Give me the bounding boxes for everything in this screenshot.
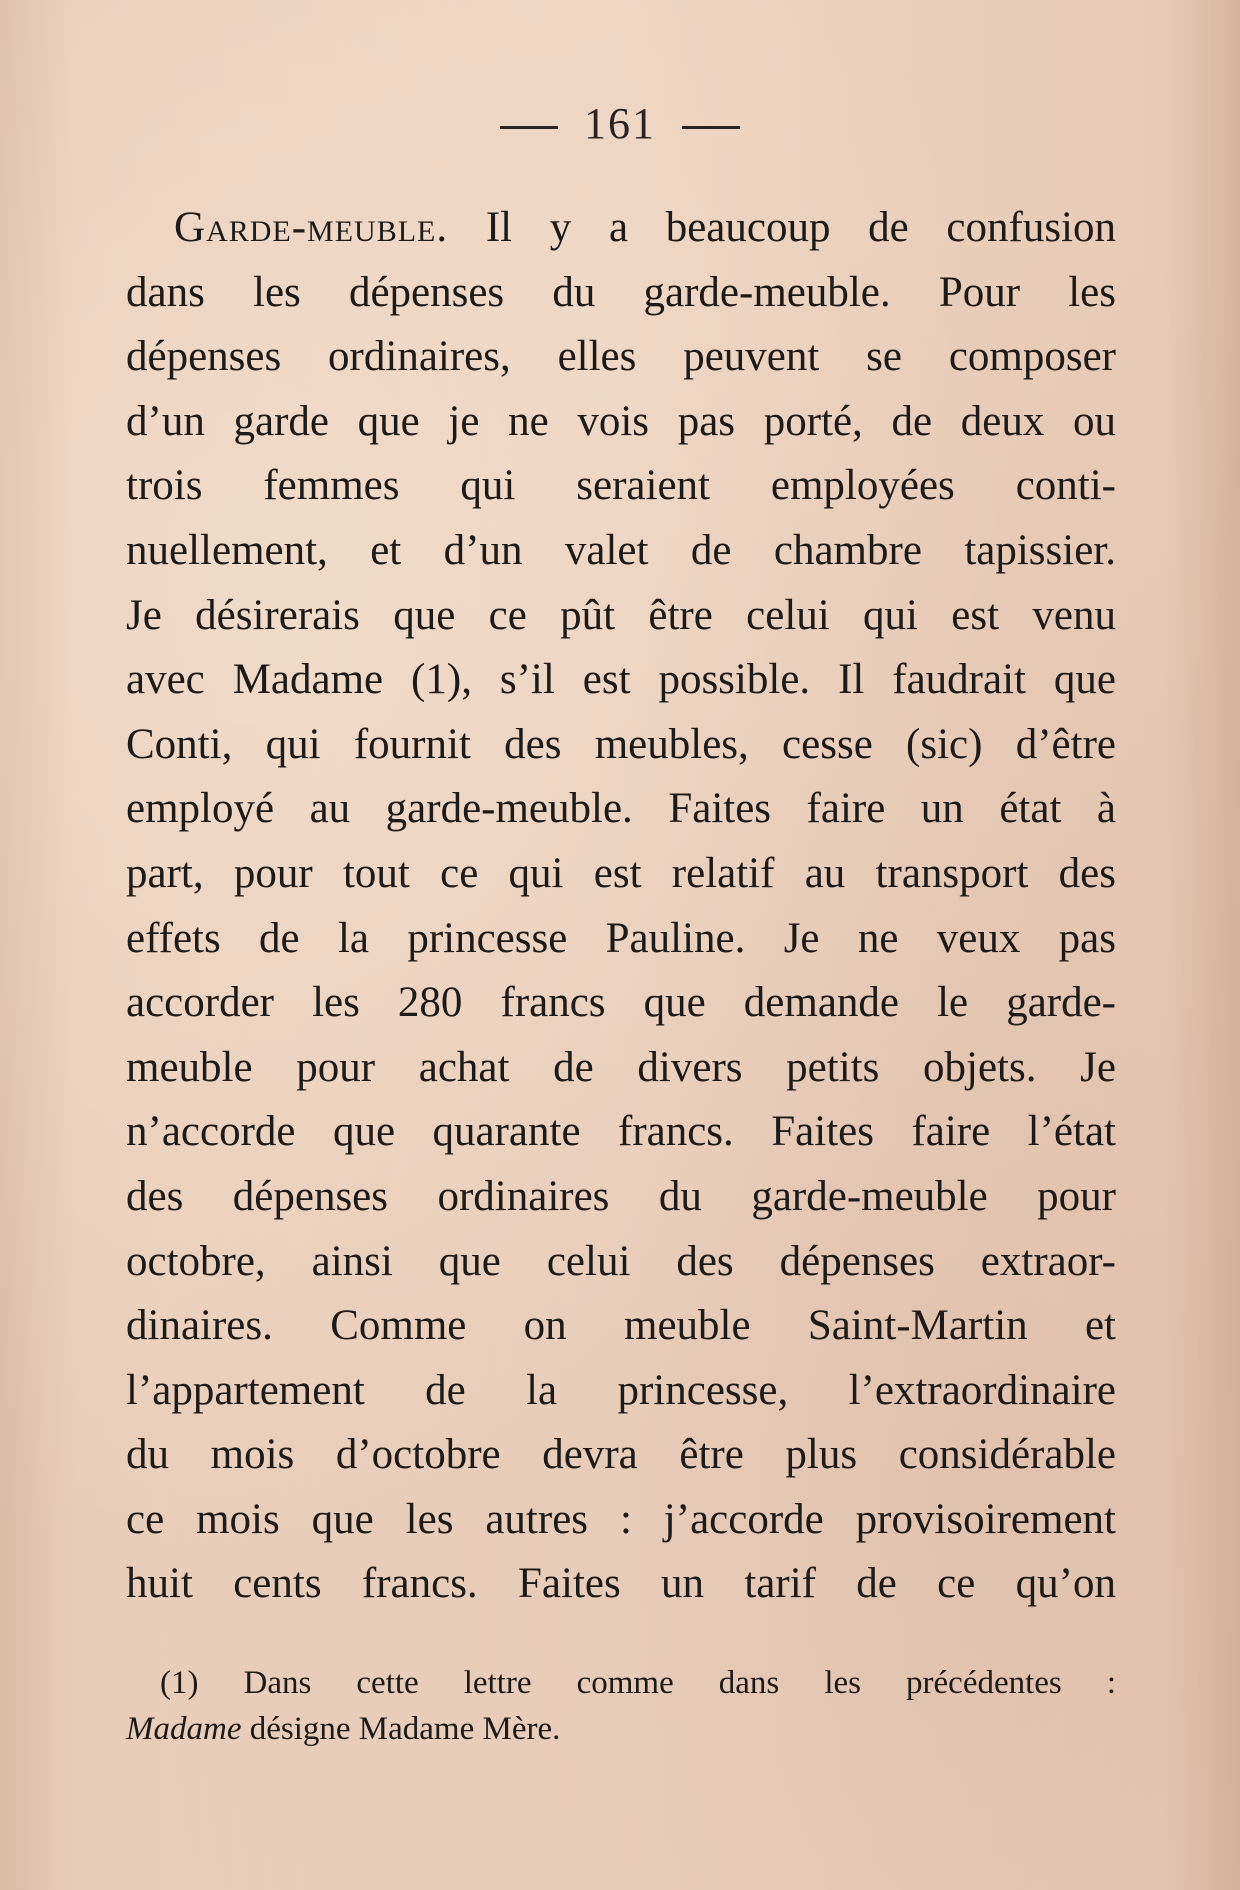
text-line: employé au garde-meuble. Faites faire un état à <box>126 785 1116 833</box>
text-line: octobre, ainsi que celui des dépenses extraor- <box>126 1237 1116 1285</box>
text-line: effets de la princesse Pauline. Je ne veux pas <box>126 914 1116 962</box>
main-text <box>126 196 1116 1617</box>
text-line: huit cents francs. Faites un tarif de ce qu’on <box>126 1560 1116 1608</box>
section-heading: Garde-meuble. <box>174 204 449 251</box>
text-line-1-rest: Il y a beaucoup de confusion <box>485 204 1117 251</box>
footnote-line-1: (1) Dans cette lettre comme dans les précédentes : <box>160 1665 1116 1701</box>
footnote-line-2-rest: désigne Madame Mère. <box>241 1711 561 1747</box>
text-line: ce mois que les autres : j’accorde provisoirement <box>126 1495 1116 1543</box>
text-line: trois femmes qui seraient employées conti- <box>126 462 1116 510</box>
text-line: dinaires. Comme on meuble Saint-Martin et <box>126 1302 1116 1350</box>
text-line: meuble pour achat de divers petits objets. Je <box>126 1043 1116 1091</box>
text-line: dépenses ordinaires, elles peuvent se composer <box>126 333 1116 381</box>
text-line: Conti, qui fournit des meubles, cesse (sic) d’être <box>126 720 1116 768</box>
text-line: Je désirerais que ce pût être celui qui est venu <box>126 591 1116 639</box>
text-line-1 <box>126 196 1116 261</box>
text-line: du mois d’octobre devra être plus considérable <box>126 1431 1116 1479</box>
page-number-dash-left <box>500 126 558 129</box>
text-line: accorder les 280 francs que demande le garde- <box>126 979 1116 1027</box>
footnote-line-2 <box>126 1706 1116 1752</box>
text-line: dans les dépenses du garde-meuble. Pour les <box>126 268 1116 316</box>
page-number <box>0 98 1240 149</box>
text-line: avec Madame (1), s’il est possible. Il faudrait que <box>126 656 1116 704</box>
text-line: part, pour tout ce qui est relatif au transport des <box>126 849 1116 897</box>
footnote <box>126 1660 1116 1752</box>
page-number-dash-right <box>682 126 740 129</box>
text-line: d’un garde que je ne vois pas porté, de deux ou <box>126 397 1116 445</box>
text-line: l’appartement de la princesse, l’extraordinaire <box>126 1366 1116 1414</box>
text-line: des dépenses ordinaires du garde-meuble pour <box>126 1172 1116 1220</box>
footnote-italic-term: Madame <box>126 1711 242 1747</box>
text-line: nuellement, et d’un valet de chambre tapissier. <box>126 526 1116 574</box>
page-number-value: 161 <box>584 99 656 148</box>
text-line: n’accorde que quarante francs. Faites faire l’état <box>126 1108 1116 1156</box>
